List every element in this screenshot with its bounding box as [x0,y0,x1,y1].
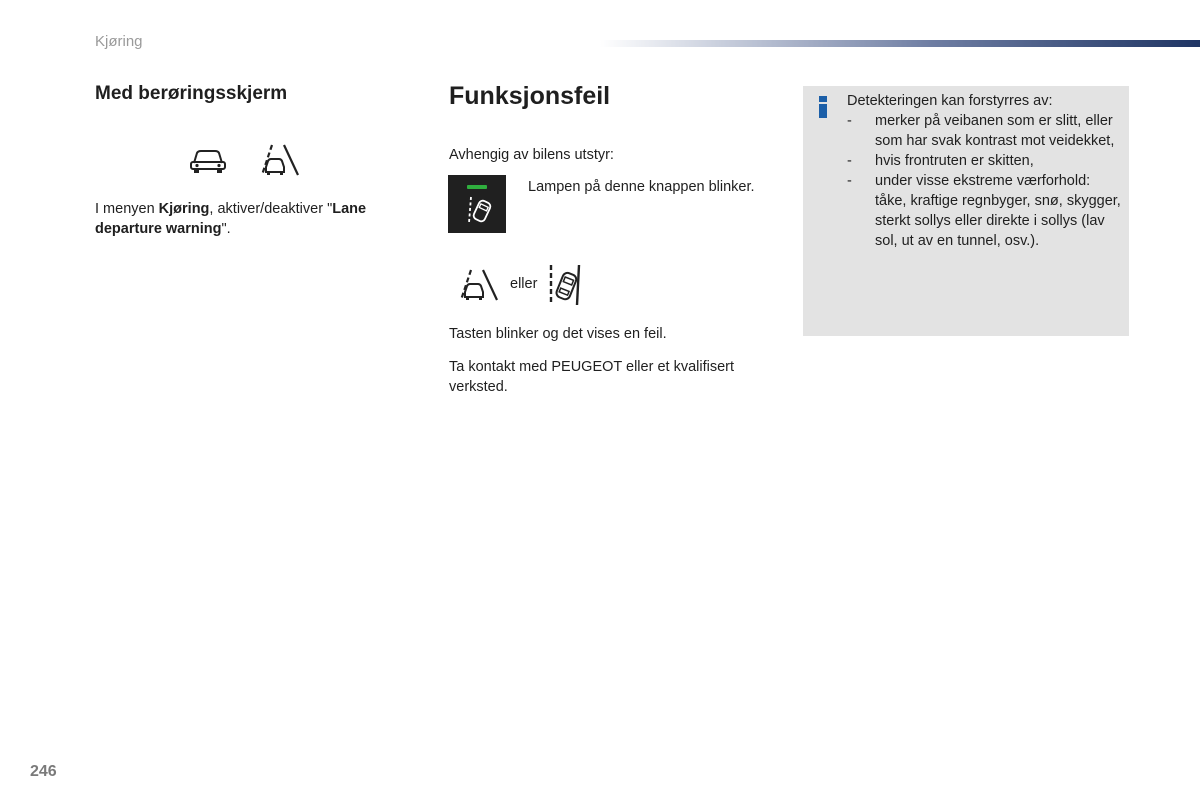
lane-warning-button-image [448,175,506,233]
key-blinks-text: Tasten blinker og det vises en feil. [449,326,667,342]
info-icon [816,94,830,120]
info-intro: Detekteringen kan forstyrres av: [847,93,1053,109]
list-item: - merker på veibanen som er slitt, eller som har svak kontrast mot veidekket, [847,113,1115,149]
header-gradient-bar [600,40,1200,47]
info-list [847,111,1125,251]
list-item: - hvis frontruten er skitten, [847,153,1034,169]
page-number: 246 [30,763,57,780]
touchscreen-instruction: I menyen Kjøring, aktiver/deaktiver "Lane departure warning". [95,201,367,237]
section-label: Kjøring [95,33,143,50]
lane-departure-icon [258,143,302,177]
menu-name: Kjøring [158,201,210,217]
contact-dealer-text: Ta kontakt med PEUGEOT eller et kvalifisert verksted. [449,359,735,395]
car-front-icon [188,145,228,175]
lane-keeping-car-icon [545,263,585,307]
info-box [803,86,1129,336]
malfunction-heading: Funksjonsfeil [449,82,611,110]
or-text: eller [510,276,538,292]
lane-departure-icon [458,268,500,302]
function-name: Lane departure warning [95,201,367,237]
touchscreen-heading: Med berøringsskjerm [95,83,288,104]
lamp-blinks-text: Lampen på denne knappen blinker. [528,179,755,195]
equipment-note: Avhengig av bilens utstyr: [449,147,614,163]
list-item: - under visse ekstreme værforhold: tåke, kraftige regnbyger, snø, skygger, sterkt sollys eller direkte i sollys (lav sol, ut av en tunnel, osv.). [847,173,1121,249]
